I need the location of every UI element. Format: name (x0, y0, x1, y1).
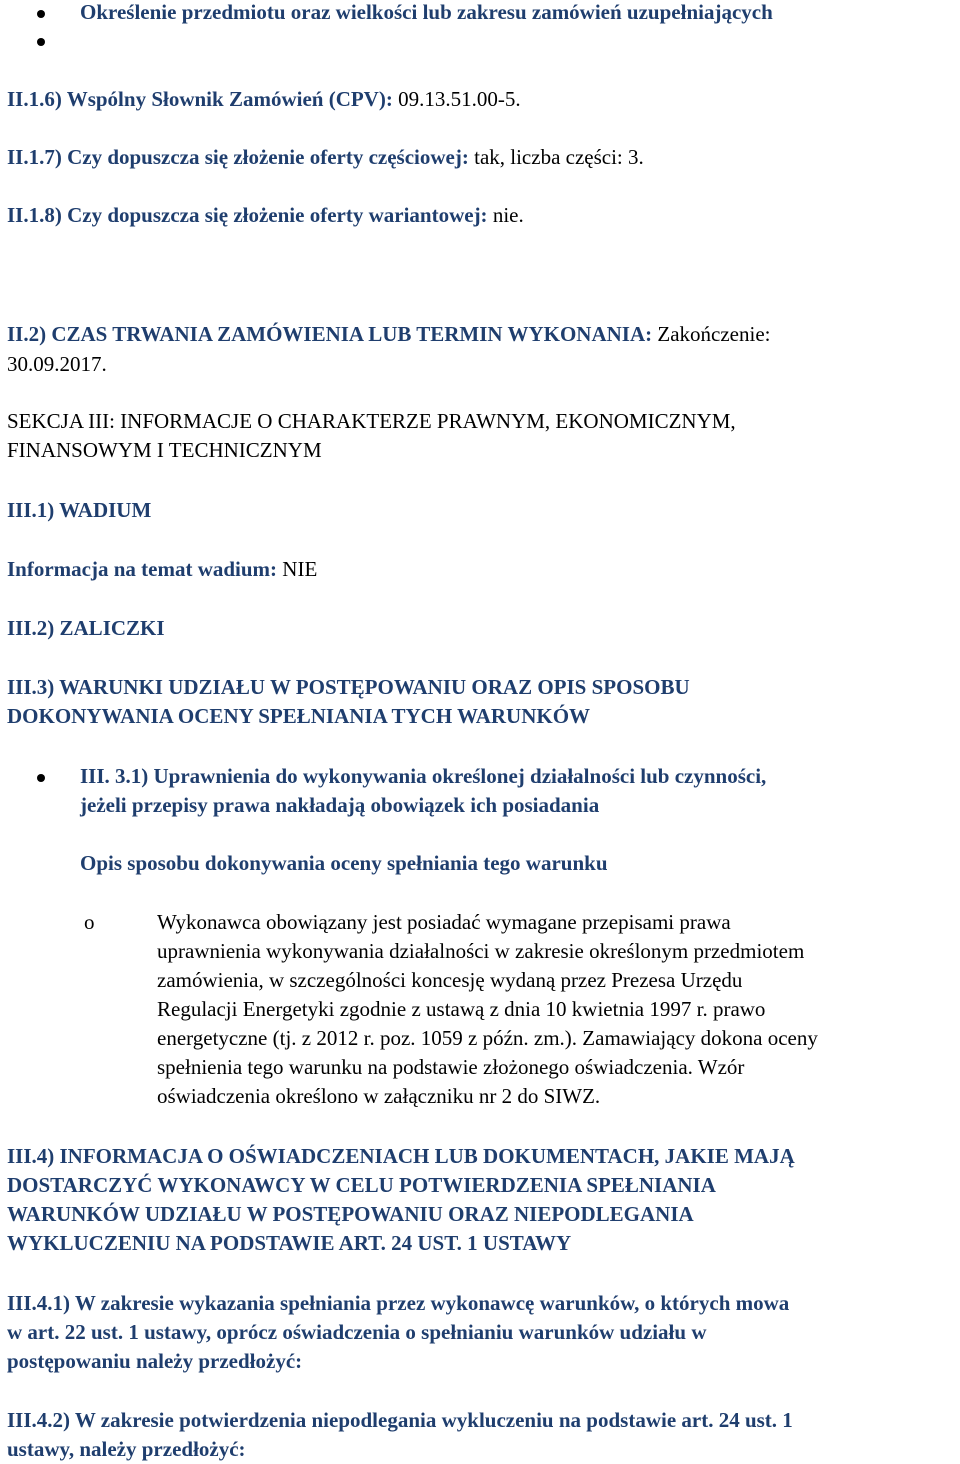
wadium-title: III.1) WADIUM (7, 498, 152, 522)
uprawnienia-heading-1: III. 3.1) Uprawnienia do wykonywania określonej działalności lub czynności, (80, 764, 767, 788)
cpv-line (7, 87, 521, 111)
wadium-info-line (7, 557, 317, 581)
p341-line-2: w art. 22 ust. 1 ustawy, oprócz oświadczenia o spełnianiu warunków udziału w (7, 1320, 707, 1344)
partial-offer-label: II.1.7) Czy dopuszcza się złożenie oferty częściowej: (7, 145, 469, 169)
section3-heading-2: FINANSOWYM I TECHNICZNYM (7, 438, 322, 462)
bullet-dot-3 (37, 774, 45, 782)
duration-label: II.2) CZAS TRWANIA ZAMÓWIENIA LUB TERMIN WYKONANIA: (7, 322, 653, 346)
p342-line-2: ustawy, należy przedłożyć: (7, 1437, 246, 1461)
info-oswiadczenia-2: DOSTARCZYĆ WYKONAWCY W CELU POTWIERDZENIA SPEŁNIANIA (7, 1173, 716, 1197)
partial-offer-value: tak, liczba części: 3. (474, 145, 644, 169)
uprawnienia-text-7: oświadczenia określono w załączniku nr 2 do SIWZ. (157, 1084, 601, 1108)
wadium-info-label: Informacja na temat wadium: (7, 557, 278, 581)
section3-heading-1: SEKCJA III: INFORMACJE O CHARAKTERZE PRAWNYM, EKONOMICZNYM, (7, 409, 736, 433)
warunki-heading-1: III.3) WARUNKI UDZIAŁU W POSTĘPOWANIU ORAZ OPIS SPOSOBU (7, 675, 690, 699)
bullet-dot-2 (37, 38, 45, 46)
opis-heading: Opis sposobu dokonywania oceny spełniania tego warunku (80, 851, 608, 875)
cpv-label: II.1.6) Wspólny Słownik Zamówień (CPV): (7, 87, 393, 111)
duration-value-2: 30.09.2017. (7, 352, 107, 376)
p341-line-3: postępowaniu należy przedłożyć: (7, 1349, 303, 1373)
variant-offer-value: nie. (492, 203, 524, 227)
uprawnienia-text-3: zamówienia, w szczególności koncesję wydaną przez Prezesa Urzędu (157, 968, 743, 992)
uprawnienia-text-4: Regulacji Energetyki zgodnie z ustawą z dnia 10 kwietnia 1997 r. prawo (157, 997, 766, 1021)
info-oswiadczenia-3: WARUNKÓW UDZIAŁU W POSTĘPOWANIU ORAZ NIEPODLEGANIA (7, 1202, 694, 1226)
zaliczki-title: III.2) ZALICZKI (7, 616, 165, 640)
uprawnienia-text-6: spełnienia tego warunku na podstawie złożonego oświadczenia. Wzór (157, 1055, 745, 1079)
bullet-dot-1 (37, 10, 45, 18)
uprawnienia-heading-2: jeżeli przepisy prawa nakładają obowiązek ich posiadania (80, 793, 600, 817)
info-oswiadczenia-4: WYKLUCZENIU NA PODSTAWIE ART. 24 UST. 1 USTAWY (7, 1231, 572, 1255)
cpv-value: 09.13.51.00-5. (398, 87, 521, 111)
bullet-item-1: Określenie przedmiotu oraz wielkości lub zakresu zamówień uzupełniających (80, 0, 773, 24)
circle-bullet: o (84, 910, 95, 934)
p342-line-1: III.4.2) W zakresie potwierdzenia niepodlegania wykluczeniu na podstawie art. 24 ust. 1 (7, 1408, 793, 1432)
variant-offer-label: II.1.8) Czy dopuszcza się złożenie oferty wariantowej: (7, 203, 488, 227)
partial-offer-line (7, 145, 644, 169)
duration-line-1 (7, 322, 770, 346)
info-oswiadczenia-1: III.4) INFORMACJA O OŚWIADCZENIACH LUB DOKUMENTACH, JAKIE MAJĄ (7, 1144, 795, 1168)
uprawnienia-text-2: uprawnienia wykonywania działalności w zakresie określonym przedmiotem (157, 939, 805, 963)
variant-offer-line (7, 203, 524, 227)
wadium-info-value: NIE (282, 557, 318, 581)
duration-value-1: Zakończenie: (657, 322, 771, 346)
uprawnienia-text-1: Wykonawca obowiązany jest posiadać wymagane przepisami prawa (157, 910, 731, 934)
p341-line-1: III.4.1) W zakresie wykazania spełniania przez wykonawcę warunków, o których mowa (7, 1291, 790, 1315)
warunki-heading-2: DOKONYWANIA OCENY SPEŁNIANIA TYCH WARUNKÓW (7, 704, 591, 728)
uprawnienia-text-5: energetyczne (tj. z 2012 r. poz. 1059 z późn. zm.). Zamawiający dokona oceny (157, 1026, 818, 1050)
